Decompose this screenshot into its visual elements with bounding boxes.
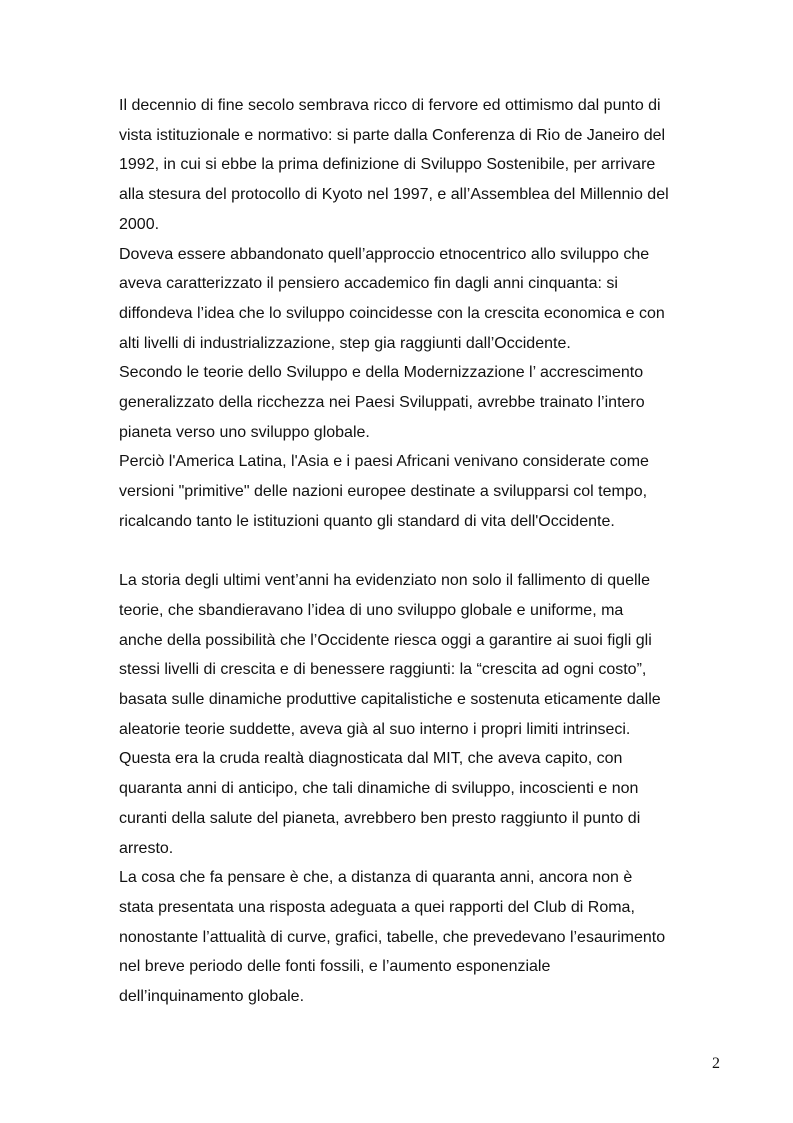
paragraph <box>119 447 719 536</box>
paragraph <box>119 358 719 447</box>
text-line: vista istituzionale e normativo: si parte dalla Conferenza di Rio de Janeiro del <box>119 126 666 144</box>
text-line: 1992, in cui si ebbe la prima definizione di Sviluppo Sostenibile, per arrivare <box>119 156 656 174</box>
text-line: 2000. <box>119 215 160 233</box>
paragraph-spacer <box>119 537 719 567</box>
text-line: aveva caratterizzato il pensiero accademico fin dagli anni cinquanta: si <box>119 275 618 293</box>
paragraph <box>119 863 719 1012</box>
text-line: curanti della salute del pianeta, avrebbero ben presto raggiunto il punto di <box>119 809 641 827</box>
text-line: quaranta anni di anticipo, che tali dinamiche di sviluppo, incoscienti e non <box>119 780 639 798</box>
text-line: La cosa che fa pensare è che, a distanza di quaranta anni, ancora non è <box>119 869 633 887</box>
text-line: teorie, che sbandieravano l’idea di uno sviluppo globale e uniforme, ma <box>119 601 624 619</box>
text-line: arresto. <box>119 839 174 857</box>
text-line: Questa era la cruda realtà diagnosticata dal MIT, che aveva capito, con <box>119 750 623 768</box>
text-line: Doveva essere abbandonato quell’approccio etnocentrico allo sviluppo che <box>119 245 650 263</box>
text-line: Perciò l'America Latina, l'Asia e i paesi Africani venivano considerate come <box>119 453 649 471</box>
page-number: 2 <box>712 1055 720 1072</box>
paragraph <box>119 240 719 359</box>
text-line: nonostante l’attualità di curve, grafici, tabelle, che prevedevano l’esaurimento <box>119 928 666 946</box>
text-line: alti livelli di industrializzazione, step gia raggiunti dall’Occidente. <box>119 334 571 352</box>
text-line: ricalcando tanto le istituzioni quanto gli standard di vita dell'Occidente. <box>119 512 615 530</box>
text-line: pianeta verso uno sviluppo globale. <box>119 423 370 441</box>
paragraph <box>119 744 719 863</box>
text-line: dell’inquinamento globale. <box>119 988 305 1006</box>
body-text <box>119 91 719 1012</box>
text-line: stata presentata una risposta adeguata a quei rapporti del Club di Roma, <box>119 898 635 916</box>
paragraph <box>119 91 719 240</box>
text-line: basata sulle dinamiche produttive capitalistiche e sostenuta eticamente dalle <box>119 691 661 709</box>
text-line: versioni "primitive" delle nazioni europee destinate a svilupparsi col tempo, <box>119 483 648 501</box>
text-line: alla stesura del protocollo di Kyoto nel 1997, e all’Assemblea del Millennio del <box>119 186 669 204</box>
text-line: nel breve periodo delle fonti fossili, e l’aumento esponenziale <box>119 958 551 976</box>
text-line: aleatorie teorie suddette, aveva già al suo interno i propri limiti intrinseci. <box>119 720 631 738</box>
text-line: anche della possibilità che l’Occidente riesca oggi a garantire ai suoi figli gli <box>119 631 652 649</box>
text-line: Secondo le teorie dello Sviluppo e della Modernizzazione l’ accrescimento <box>119 364 644 382</box>
text-line: La storia degli ultimi vent’anni ha evidenziato non solo il fallimento di quelle <box>119 572 650 590</box>
paragraph <box>119 566 719 744</box>
text-line: generalizzato della ricchezza nei Paesi Sviluppati, avrebbe trainato l’intero <box>119 394 645 412</box>
text-line: Il decennio di fine secolo sembrava ricco di fervore ed ottimismo dal punto di <box>119 97 661 114</box>
text-line: diffondeva l’idea che lo sviluppo coincidesse con la crescita economica e con <box>119 304 665 322</box>
text-line: stessi livelli di crescita e di benessere raggiunti: la “crescita ad ogni costo”, <box>119 661 647 679</box>
